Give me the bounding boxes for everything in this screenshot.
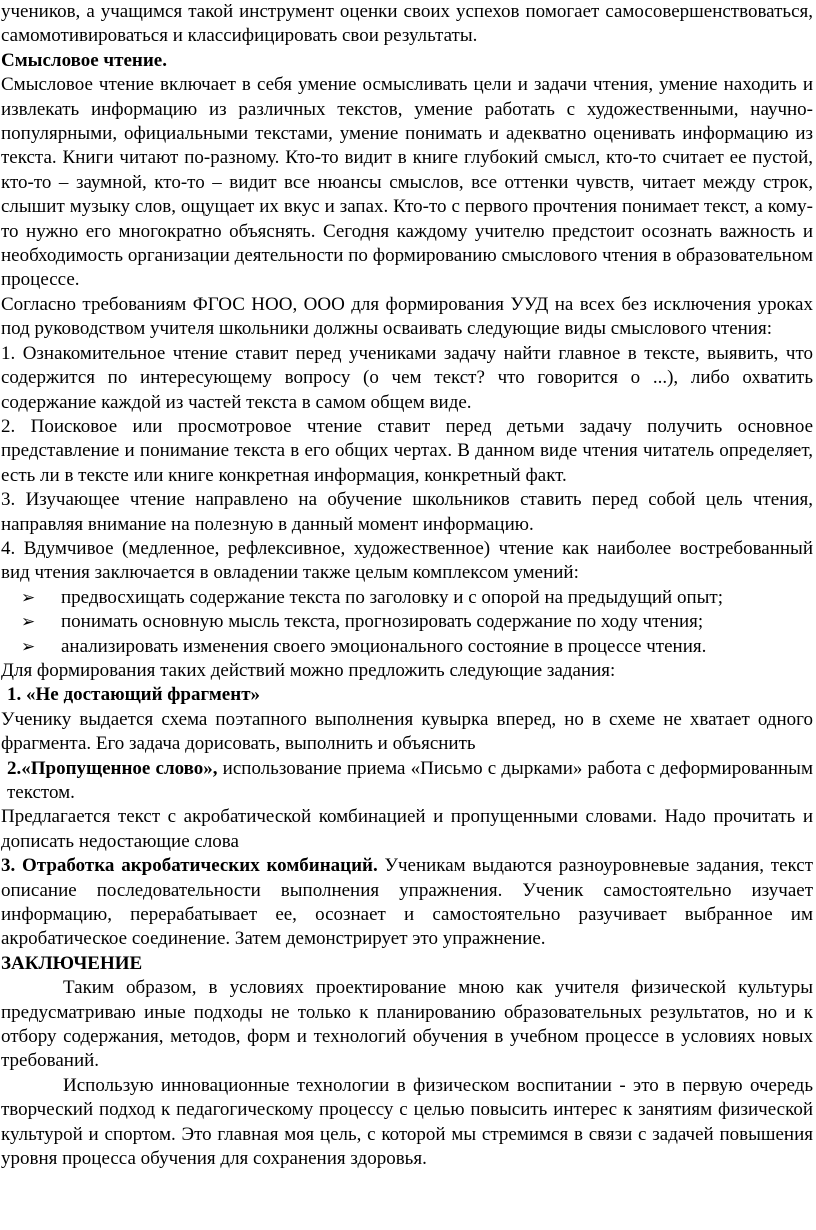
task-2-text: использование приема «Письмо с дырками» работа с деформированным текстом.: [7, 757, 813, 803]
list-item-text: предвосхищать содержание текста по заголовку и с опорой на предыдущий опыт;: [61, 586, 723, 608]
task-3-paragraph: [1, 854, 813, 952]
task-3-text: Ученикам выдаются разноуровневые задания, текст описание последовательности выполнения упражнения. Ученик самостоятельно изучает информацию, перерабатывает ее, осознает и самостоятельно разучивает выбранное им акробатическое соединение. Затем демонстрирует это упражнение.: [1, 855, 813, 950]
task-2-text-2: Предлагается текст с акробатической комбинацией и пропущенными словами. Надо прочитать и дописать недостающие слова: [1, 806, 813, 852]
reading-type-1: 1. Ознакомительное чтение ставит перед учениками задачу найти главное в тексте, выявить, что содержится по интересующему вопросу (о чем текст? что говорится о ...), либо охватить содержание каждой из частей текста в самом общем виде.: [1, 342, 813, 413]
conclusion-paragraph-2: Использую инновационные технологии в физическом воспитании - это в первую очередь творческий подход к педагогическому процессу с целью повысить интерес к занятиям физической культурой и спортом. Это главная моя цель, с которой мы стремимся в связи с задачей повышения уровня процесса обучения для сохранения здоровья.: [1, 1074, 813, 1170]
list-item-text: анализировать изменения своего эмоционального состояние в процессе чтения.: [61, 635, 707, 657]
conclusion-heading: ЗАКЛЮЧЕНИЕ: [1, 952, 143, 974]
task-2-paragraph: [1, 757, 813, 806]
task-2-title: 2.«Пропущенное слово»,: [7, 757, 218, 779]
task-3-title: 3. Отработка акробатических комбинаций.: [1, 855, 378, 877]
task-1-title: 1. «Не достающий фрагмент»: [7, 684, 261, 706]
fgos-paragraph: Согласно требованиям ФГОС НОО, ООО для формирования УУД на всех без исключения уроках под руководством учителя школьники должны осваивать следующие виды смыслового чтения:: [1, 293, 813, 340]
arrow-bullet-icon: ➢: [21, 612, 36, 633]
reading-type-4: 4. Вдумчивое (медленное, рефлексивное, художественное) чтение как наиболее востребованный вид чтения заключается в овладении также целым комплексом умений:: [1, 537, 813, 584]
list-item: [21, 610, 813, 634]
task-1-text: Ученику выдается схема поэтапного выполнения кувырка вперед, но в схеме не хватает одного фрагмента. Его задача дорисовать, выполнить и объяснить: [1, 708, 813, 755]
list-item: [21, 635, 813, 659]
section-heading-smyslovoe: Смысловое чтение.: [1, 49, 167, 71]
tasks-intro-paragraph: Для формирования таких действий можно предложить следующие задания:: [1, 659, 616, 681]
list-item-text: понимать основную мысль текста, прогнозировать содержание по ходу чтения;: [61, 611, 704, 633]
arrow-bullet-icon: ➢: [21, 587, 36, 608]
arrow-bullet-icon: ➢: [21, 636, 36, 657]
intro-paragraph: учеников, а учащимся такой инструмент оценки своих успехов помогает самосовершенствоваться, самомотивироваться и классифицировать свои результаты.: [1, 1, 813, 47]
smyslovoe-paragraph: Смысловое чтение включает в себя умение осмысливать цели и задачи чтения, умение находить и извлекать информацию из различных текстов, умение работать с художественными, научно-популярными, официальными текстами, умение понимать и адекватно оценивать информацию из текста. Книги читают по-разному. Кто-то видит в книге глубокий смысл, кто-то считает ее пустой, кто-то – заумной, кто-то – видит все нюансы смыслов, все оттенки чувств, читает между строк, слышит музыку слов, ощущает их вкус и запах. Кто-то с первого прочтения понимает текст, а кому-то нужно его многократно объяснять. Сегодня каждому учителю предстоит осознать важность и необходимость организации деятельности по формированию смыслового чтения в образовательном процессе.: [1, 74, 813, 291]
list-item: [21, 586, 813, 610]
reading-type-3: 3. Изучающее чтение направлено на обучение школьников ставить перед собой цель чтения, направляя внимание на полезную в данный момент информацию.: [1, 489, 813, 535]
conclusion-paragraph-1: Таким образом, в условиях проектирование мною как учителя физической культуры предусматриваю иные подходы не только к планированию образовательных результатов, но и к отбору содержания, методов, форм и технологий обучения в учебном процессе в условиях новых требований.: [1, 977, 813, 1072]
reading-type-2: 2. Поисковое или просмотровое чтение ставит перед детьми задачу получить основное представление и понимание текста в его общих чертах. В данном виде чтения читатель определяет, есть ли в тексте или книге конкретная информация, конкретный факт.: [1, 415, 813, 486]
skills-list: [1, 586, 813, 659]
